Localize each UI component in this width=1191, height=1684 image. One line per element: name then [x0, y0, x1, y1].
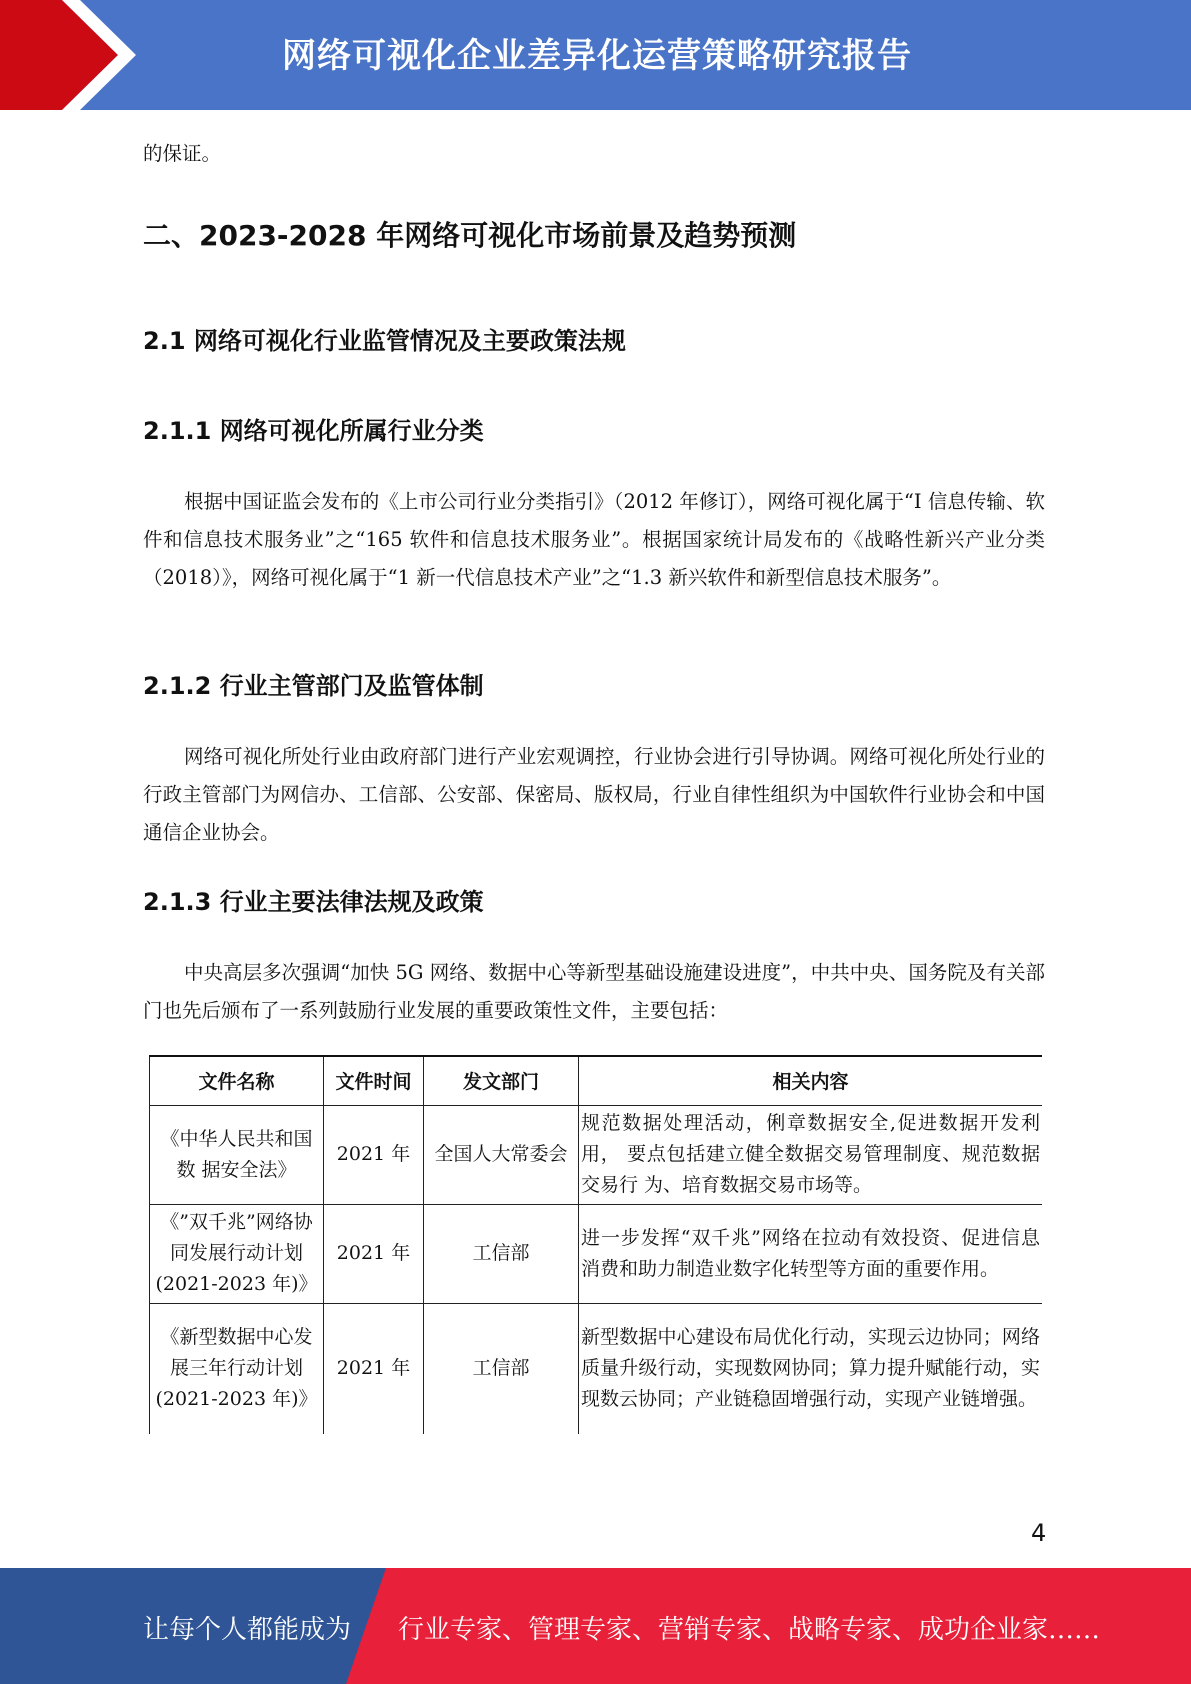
heading-2-1-2: 2.1.2 行业主管部门及监管体制: [143, 672, 484, 700]
column-header-content: 相关内容: [579, 1056, 1043, 1105]
table-row: [150, 1105, 1043, 1204]
lead-text: 的保证。: [143, 142, 222, 165]
cell-department: 工信部: [424, 1204, 579, 1303]
table-row: [150, 1204, 1043, 1303]
cell-content: 规范数据处理活动，俐章数据安全,促进数据开发利用， 要点包括建立健全数据交易管理制度、规范数据交易行 为、培育数据交易市场等。: [579, 1105, 1043, 1204]
subsection-title: 2.1 网络可视化行业监管情况及主要政策法规: [143, 327, 626, 355]
footer-slogan-right: 行业专家、管理专家、营销专家、战略专家、成功企业家……: [398, 1615, 1101, 1645]
report-title: 网络可视化企业差异化运营策略研究报告: [282, 36, 912, 76]
page-footer: [0, 1568, 1191, 1684]
heading-2-1-1: 2.1.1 网络可视化所属行业分类: [143, 417, 484, 445]
table-header-row: [150, 1056, 1043, 1105]
cell-document-time: 2021 年: [324, 1303, 424, 1434]
policy-table: [149, 1055, 1042, 1434]
cell-document-time: 2021 年: [324, 1204, 424, 1303]
footer-slogan-left: 让每个人都能成为: [143, 1615, 352, 1645]
header-arrow-decoration: [0, 0, 160, 110]
page-number: 4: [1031, 1519, 1047, 1547]
column-header-time: 文件时间: [324, 1056, 424, 1105]
paragraph-2-1-2: 网络可视化所处行业由政府部门进行产业宏观调控，行业协会进行引导协调。网络可视化所处行业的行政主管部门为网信办、工信部、公安部、保密局、版权局，行业自律性组织为中国软件行业协会和中国通信企业协会。: [143, 745, 1045, 844]
paragraph-2-1-1: 根据中国证监会发布的《上市公司行业分类指引》（2012 年修订），网络可视化属于“I 信息传输、软件和信息技术服务业”之“165 软件和信息技术服务业”。根据国家统计局发布的《战略性新兴产业分类（2018）》，网络可视化属于“1 新一代信息技术产业”之“1.3 新兴软件和新型信息技术服务”。: [143, 490, 1045, 589]
page-header: [0, 0, 1191, 110]
cell-department: 全国人大常委会: [424, 1105, 579, 1204]
section-title: 二、2023-2028 年网络可视化市场前景及趋势预测: [143, 219, 797, 252]
cell-content: 新型数据中心建设布局优化行动，实现云边协同；网络 质量升级行动，实现数网协同；算力提升赋能行动，实 现数云协同；产业链稳固增强行动，实现产业链增强。: [579, 1303, 1043, 1434]
cell-content: 进一步发挥“双千兆”网络在拉动有效投资、促进信息 消费和助力制造业数字化转型等方面的重要作用。: [579, 1204, 1043, 1303]
paragraph-2-1-3: 中央高层多次强调“加快 5G 网络、数据中心等新型基础设施建设进度”，中共中央、国务院及有关部门也先后颁布了一系列鼓励行业发展的重要政策性文件，主要包括：: [143, 961, 1045, 1022]
cell-document-name: 《中华人民共和国数 据安全法》: [150, 1105, 324, 1204]
column-header-name: 文件名称: [150, 1056, 324, 1105]
cell-document-name: 《”双千兆”网络协同发展行动计划(2021-2023 年)》: [150, 1204, 324, 1303]
cell-document-name: 《新型数据中心发展三年行动计划(2021-2023 年)》: [150, 1303, 324, 1434]
column-header-dept: 发文部门: [424, 1056, 579, 1105]
cell-department: 工信部: [424, 1303, 579, 1434]
table-row: [150, 1303, 1043, 1434]
cell-document-time: 2021 年: [324, 1105, 424, 1204]
heading-2-1-3: 2.1.3 行业主要法律法规及政策: [143, 888, 484, 916]
